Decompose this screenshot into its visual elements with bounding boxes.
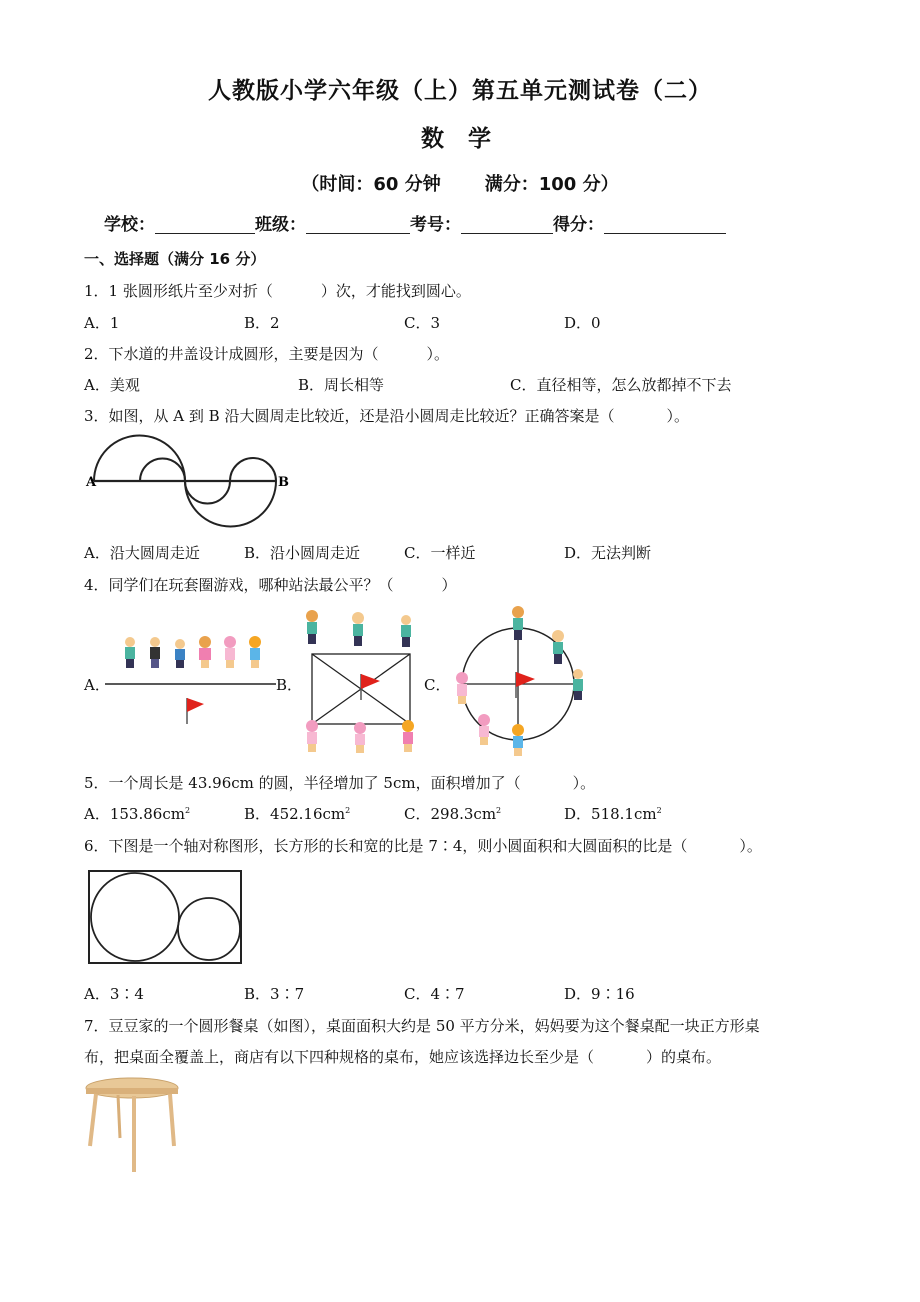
q3-option-d[interactable]: D．无法判断 — [564, 544, 652, 562]
flag-icon — [516, 672, 535, 698]
q3-option-c[interactable]: C．一样近 — [404, 544, 476, 562]
q3-label-b: B — [278, 475, 289, 490]
q1-stem-before: 1．1 张圆形纸片至少对折（ — [84, 282, 273, 300]
score-label: 满分：100 分） — [484, 174, 619, 195]
q5-stem-after: ）。 — [572, 774, 596, 792]
q6-stem-before: 6．下图是一个轴对称图形，长方形的长和宽的比是 7∶4，则小圆面积和大圆面积的比是（ — [84, 837, 688, 855]
exam-info — [0, 170, 920, 196]
school-label: 学校： — [104, 215, 155, 235]
kids-row — [125, 636, 261, 668]
q6-option-b[interactable]: B．3∶7 — [244, 985, 305, 1003]
school-blank[interactable] — [155, 215, 255, 234]
q3-option-b[interactable]: B．沿小圆周走近 — [244, 544, 361, 562]
q3-label-a: A — [86, 475, 97, 490]
question-4-stem — [84, 574, 457, 595]
q4-stem-before: 4．同学们在玩套圈游戏，哪种站法最公平？（ — [84, 576, 394, 594]
q1-option-b[interactable]: B．2 — [244, 314, 280, 332]
q3-option-a[interactable]: A．沿大圆周走近 — [84, 544, 200, 562]
time-label: （时间：60 分钟 — [301, 174, 441, 195]
question-2-stem — [84, 343, 449, 364]
q4-stem-after: ） — [441, 576, 457, 594]
q2-option-c[interactable]: C．直径相等，怎么放都掉不下去 — [510, 376, 732, 394]
class-blank[interactable] — [306, 215, 410, 234]
q4-option-b-label[interactable]: B． — [276, 676, 303, 694]
question-6-stem — [84, 835, 762, 856]
question-7-line1: 7．豆豆家的一个圆形餐桌（如图），桌面面积大约是 50 平方分米，妈妈要为这个餐桌配一块正方形桌 — [84, 1017, 760, 1035]
q2-stem-before: 2．下水道的井盖设计成圆形，主要是因为（ — [84, 345, 379, 363]
q5-stem-before: 5．一个周长是 43.96cm 的圆，半径增加了 5cm，面积增加了（ — [84, 774, 521, 792]
q7-stem-before: 布，把桌面全覆盖上，商店有以下四种规格的桌布，她应该选择边长至少是（ — [84, 1048, 595, 1066]
q1-option-c[interactable]: C．3 — [404, 314, 441, 332]
round-table-image — [84, 1076, 184, 1176]
q5-option-a[interactable]: A．$153.86cm^2$ — [84, 805, 191, 823]
q4-option-c-label[interactable]: C． — [424, 676, 451, 694]
question-3-stem — [84, 405, 689, 426]
q2-option-a[interactable]: A．美观 — [84, 376, 140, 394]
score-blank[interactable] — [604, 215, 726, 234]
score-field-label: 得分： — [553, 215, 604, 235]
q3-circles-figure — [86, 436, 296, 536]
q1-option-a[interactable]: A．1 — [84, 314, 120, 332]
q3-stem-after: ）。 — [666, 407, 689, 425]
student-fields — [104, 210, 726, 235]
q5-option-d[interactable]: D．$518.1cm^2$ — [564, 805, 662, 823]
page-title: 人教版小学六年级（上）第五单元测试卷（二） — [208, 78, 712, 104]
q6-rectangle-circles-figure — [88, 870, 244, 966]
q6-option-d[interactable]: D．9∶16 — [564, 985, 635, 1003]
section-title: 一、选择题（满分 16 分） — [84, 250, 266, 268]
class-label: 班级： — [255, 215, 306, 235]
subject-title: 数 学 — [420, 126, 499, 152]
question-7-line2 — [84, 1046, 721, 1067]
q2-stem-after: ）。 — [426, 345, 450, 363]
q4-figure-line — [100, 628, 285, 728]
q2-option-b[interactable]: B．周长相等 — [298, 376, 385, 394]
q4-figure-square — [294, 608, 424, 758]
q5-option-b[interactable]: B．$452.16cm^2$ — [244, 805, 351, 823]
q6-option-a[interactable]: A．3∶4 — [84, 985, 144, 1003]
q1-stem-after: ）次，才能找到圆心。 — [320, 282, 471, 300]
question-1-stem — [84, 280, 471, 301]
question-5-stem — [84, 772, 595, 793]
q3-stem-before: 3．如图，从 A 到 B 沿大圆周走比较近，还是沿小圆周走比较近？正确答案是（ — [84, 407, 615, 425]
q4-figure-circle — [446, 600, 596, 762]
q6-option-c[interactable]: C．4∶7 — [404, 985, 465, 1003]
flag-icon — [187, 698, 204, 724]
q4-option-a-label[interactable]: A． — [84, 676, 110, 694]
q7-stem-after: ）的桌布。 — [646, 1048, 722, 1066]
number-label: 考号： — [410, 215, 461, 235]
q5-option-c[interactable]: C．$298.3cm^2$ — [404, 805, 502, 823]
q6-stem-after: ）。 — [739, 837, 762, 855]
number-blank[interactable] — [461, 215, 553, 234]
q1-option-d[interactable]: D．0 — [564, 314, 601, 332]
